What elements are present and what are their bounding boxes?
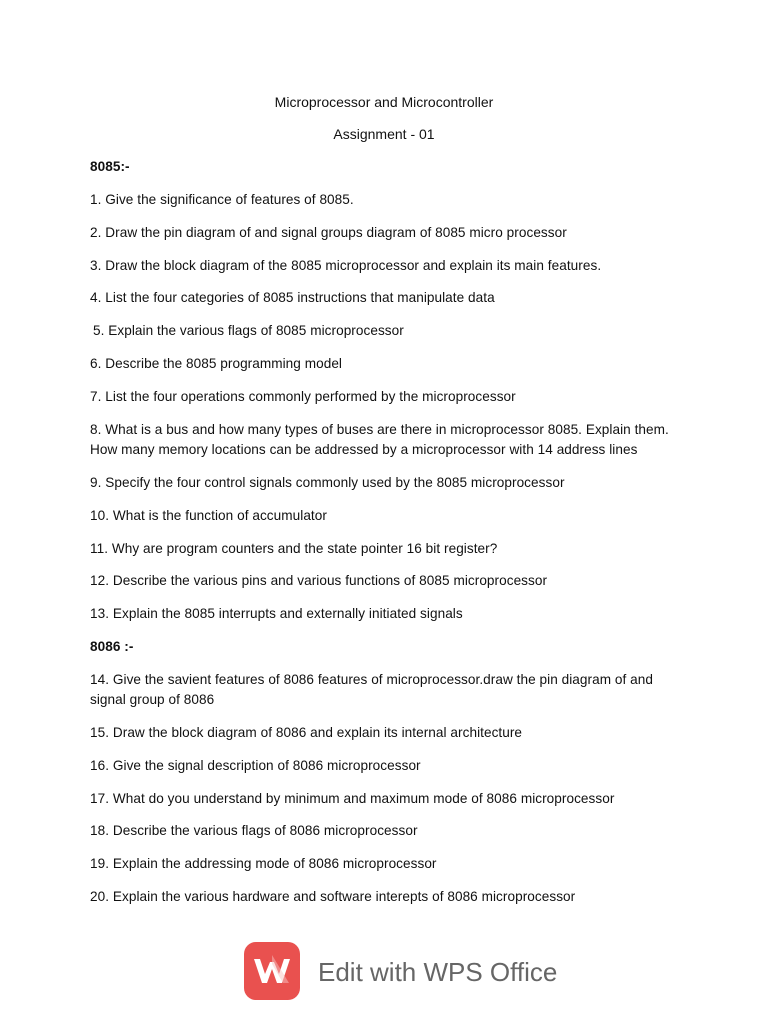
question-10: 10. What is the function of accumulator bbox=[90, 508, 327, 523]
question-20: 20. Explain the various hardware and software interepts of 8086 microprocessor bbox=[90, 889, 576, 904]
question-15: 15. Draw the block diagram of 8086 and explain its internal architecture bbox=[90, 725, 523, 740]
question-18: 18. Describe the various flags of 8086 microprocessor bbox=[90, 823, 418, 838]
question-4: 4. List the four categories of 8085 instructions that manipulate data bbox=[90, 290, 495, 305]
wps-logo-icon bbox=[244, 942, 300, 1000]
edit-with-wps-office-link[interactable] bbox=[244, 942, 564, 1002]
question-7: 7. List the four operations commonly performed by the microprocessor bbox=[90, 389, 516, 404]
section-heading-8085: 8085:- bbox=[90, 159, 130, 174]
question-5: 5. Explain the various flags of 8085 microprocessor bbox=[93, 323, 404, 338]
question-16: 16. Give the signal description of 8086 microprocessor bbox=[90, 758, 421, 773]
document-title: Microprocessor and Microcontroller bbox=[274, 94, 494, 110]
section-heading-8086: 8086 :- bbox=[90, 639, 134, 654]
question-1: 1. Give the significance of features of 8085. bbox=[90, 192, 354, 207]
question-6: 6. Describe the 8085 programming model bbox=[90, 356, 343, 371]
assignment-number: Assignment - 01 bbox=[333, 126, 435, 142]
edit-with-wps-office-text: Edit with WPS Office bbox=[318, 957, 558, 987]
question-11: 11. Why are program counters and the state pointer 16 bit register? bbox=[90, 541, 498, 556]
question-3: 3. Draw the block diagram of the 8085 microprocessor and explain its main features. bbox=[90, 258, 602, 273]
question-8: 8. What is a bus and how many types of buses are there in microprocessor 8085. Explain them. How many memory locations can be addressed by a microprocessor with 14 address lines bbox=[90, 422, 669, 457]
question-2: 2. Draw the pin diagram of and signal groups diagram of 8085 micro processor bbox=[90, 225, 567, 240]
question-12: 12. Describe the various pins and various functions of 8085 microprocessor bbox=[90, 573, 548, 588]
question-17: 17. What do you understand by minimum and maximum mode of 8086 microprocessor bbox=[90, 791, 615, 806]
question-14: 14. Give the savient features of 8086 features of microprocessor.draw the pin diagram of and signal group of 8086 bbox=[90, 672, 654, 707]
question-19: 19. Explain the addressing mode of 8086 microprocessor bbox=[90, 856, 437, 871]
question-13: 13. Explain the 8085 interrupts and externally initiated signals bbox=[90, 606, 463, 621]
question-9: 9. Specify the four control signals commonly used by the 8085 microprocessor bbox=[90, 475, 565, 490]
